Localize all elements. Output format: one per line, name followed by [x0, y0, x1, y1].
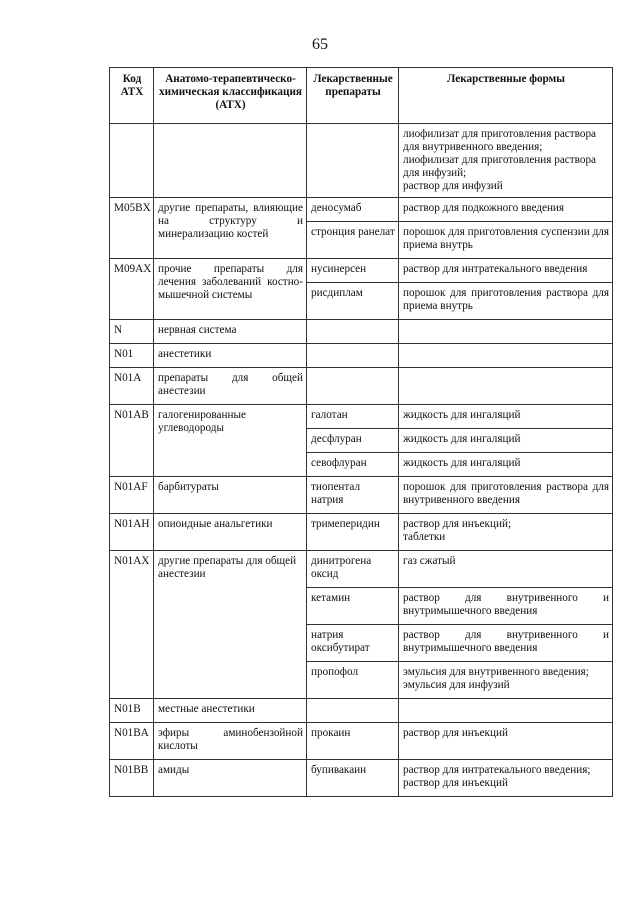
- header-classification: Анатомо-терапевтическо-химическая классификация (АТХ): [154, 68, 307, 124]
- forms-cell: [399, 283, 613, 320]
- table-row: [110, 259, 613, 283]
- table-row: [110, 723, 613, 760]
- drug-cell: [307, 368, 399, 405]
- code-cell: N01B: [110, 699, 154, 723]
- drug-cell: деносумаб: [307, 198, 399, 222]
- drug-cell: динитрогена оксид: [307, 551, 399, 588]
- table-row: [110, 551, 613, 588]
- drug-cell: тримеперидин: [307, 514, 399, 551]
- form-line: раствор для интратекального введения;: [403, 764, 591, 776]
- form-line: раствор для внутривенного и внутримышечного введения: [403, 592, 609, 617]
- drug-cell: севофлуран: [307, 453, 399, 477]
- drug-cell: прокаин: [307, 723, 399, 760]
- class-cell: эфиры аминобензойной кислоты: [154, 723, 307, 760]
- form-line: раствор для внутривенного и внутримышечного введения: [403, 629, 609, 654]
- code-cell: N01AX: [110, 551, 154, 699]
- class-cell: другие препараты, влияющие на структуру и минерализацию костей: [154, 198, 307, 259]
- header-row: [110, 68, 613, 124]
- code-cell: M05BX: [110, 198, 154, 259]
- table-header: [110, 68, 613, 124]
- code-cell: N01AF: [110, 477, 154, 514]
- form-line: эмульсия для инфузий: [403, 679, 510, 691]
- form-line: таблетки: [403, 531, 446, 543]
- class-cell: препараты для общей анестезии: [154, 368, 307, 405]
- code-cell: N01: [110, 344, 154, 368]
- drug-cell: рисдиплам: [307, 283, 399, 320]
- table-row: [110, 405, 613, 429]
- table-row: [110, 198, 613, 222]
- forms-cell: [399, 320, 613, 344]
- forms-cell: [399, 662, 613, 699]
- form-line: порошок для приготовления суспензии для приема внутрь: [403, 226, 609, 251]
- forms-cell: [399, 588, 613, 625]
- form-line: раствор для инъекций: [403, 727, 508, 739]
- drug-cell: нусинерсен: [307, 259, 399, 283]
- class-cell: анестетики: [154, 344, 307, 368]
- page-number: 65: [312, 36, 328, 53]
- form-line: лиофилизат для приготовления раствора для инфузий;: [403, 154, 596, 179]
- forms-cell: [399, 699, 613, 723]
- code-cell: [110, 124, 154, 198]
- drug-cell: натрия оксибутират: [307, 625, 399, 662]
- code-cell: N: [110, 320, 154, 344]
- form-line: раствор для инъекций: [403, 777, 508, 789]
- form-line: раствор для интратекального введения: [403, 263, 588, 275]
- form-line: жидкость для ингаляций: [403, 409, 521, 421]
- class-cell: местные анестетики: [154, 699, 307, 723]
- class-cell: амиды: [154, 760, 307, 797]
- drug-cell: пропофол: [307, 662, 399, 699]
- code-cell: N01AB: [110, 405, 154, 477]
- drug-cell: галотан: [307, 405, 399, 429]
- class-cell: прочие препараты для лечения заболеваний костно-мышечной системы: [154, 259, 307, 320]
- class-cell: [154, 124, 307, 198]
- code-cell: N01BB: [110, 760, 154, 797]
- header-code: Код АТХ: [110, 68, 154, 124]
- forms-cell: [399, 429, 613, 453]
- drug-cell: бупивакаин: [307, 760, 399, 797]
- class-cell: опиоидные анальгетики: [154, 514, 307, 551]
- drug-cell: стронция ранелат: [307, 222, 399, 259]
- form-line: жидкость для ингаляций: [403, 457, 521, 469]
- forms-cell: [399, 368, 613, 405]
- drug-cell: тиопентал натрия: [307, 477, 399, 514]
- forms-cell: [399, 760, 613, 797]
- header-drugs: Лекарственные препараты: [307, 68, 399, 124]
- form-line: раствор для инфузий: [403, 180, 503, 192]
- class-cell: другие препараты для общей анестезии: [154, 551, 307, 699]
- forms-cell: [399, 723, 613, 760]
- form-line: эмульсия для внутривенного введения;: [403, 666, 589, 678]
- forms-cell: [399, 477, 613, 514]
- forms-cell: [399, 222, 613, 259]
- drug-cell: [307, 344, 399, 368]
- forms-cell: [399, 259, 613, 283]
- form-line: жидкость для ингаляций: [403, 433, 521, 445]
- forms-cell: [399, 625, 613, 662]
- forms-cell: [399, 124, 613, 198]
- table-row: [110, 477, 613, 514]
- code-cell: M09AX: [110, 259, 154, 320]
- class-cell: барбитураты: [154, 477, 307, 514]
- header-forms: Лекарственные формы: [399, 68, 613, 124]
- form-line: порошок для приготовления раствора для внутривенного введения: [403, 481, 609, 506]
- table-row: [110, 320, 613, 344]
- form-line: раствор для инъекций;: [403, 518, 512, 530]
- table-body: [110, 124, 613, 797]
- code-cell: N01BA: [110, 723, 154, 760]
- drug-cell: [307, 699, 399, 723]
- atx-table: [109, 67, 613, 797]
- form-line: раствор для подкожного введения: [403, 202, 565, 214]
- table-row: [110, 368, 613, 405]
- table-row: [110, 760, 613, 797]
- forms-cell: [399, 453, 613, 477]
- drug-cell: кетамин: [307, 588, 399, 625]
- drug-cell: десфлуран: [307, 429, 399, 453]
- class-cell: галогенированные углеводороды: [154, 405, 307, 477]
- forms-cell: [399, 344, 613, 368]
- class-cell: нервная система: [154, 320, 307, 344]
- drug-cell: [307, 320, 399, 344]
- table-row: [110, 344, 613, 368]
- drug-cell: [307, 124, 399, 198]
- forms-cell: [399, 551, 613, 588]
- table-row: [110, 699, 613, 723]
- form-line: порошок для приготовления раствора для приема внутрь: [403, 287, 609, 312]
- form-line: лиофилизат для приготовления раствора для внутривенного введения;: [403, 128, 596, 153]
- form-line: газ сжатый: [403, 555, 456, 567]
- table-row: [110, 124, 613, 198]
- code-cell: N01A: [110, 368, 154, 405]
- code-cell: N01AH: [110, 514, 154, 551]
- forms-cell: [399, 405, 613, 429]
- forms-cell: [399, 198, 613, 222]
- forms-cell: [399, 514, 613, 551]
- table-row: [110, 514, 613, 551]
